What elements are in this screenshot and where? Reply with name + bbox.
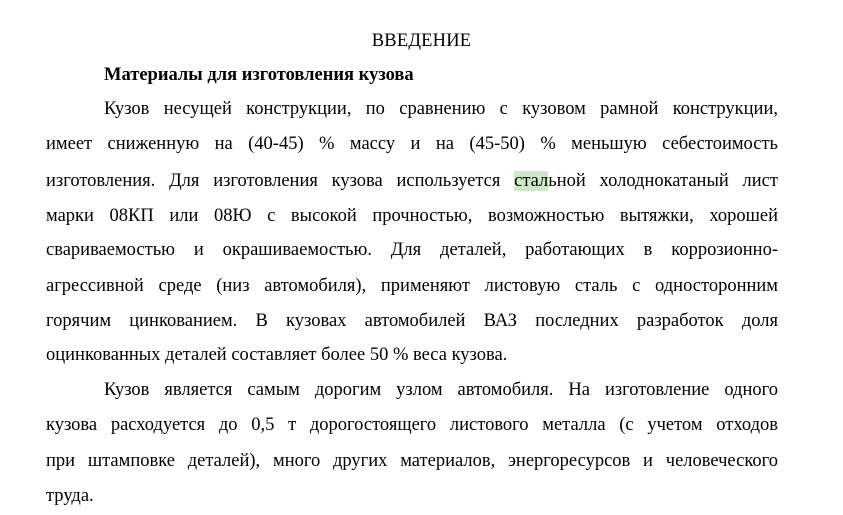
paragraph-1-line-5: свариваемостью и окрашиваемостью. Для деталей, работающих в коррозионно- xyxy=(46,240,778,260)
paragraph-1-line-7: горячим цинкованием. В кузовах автомобилей ВАЗ последних разработок доля xyxy=(46,311,778,331)
highlighted-word[interactable]: стал xyxy=(514,171,549,191)
paragraph-1-line-4: марки 08КП или 08Ю с высокой прочностью, возможностью вытяжки, хорошей xyxy=(46,206,778,226)
paragraph-1-line-3-text: изготовления. Для изготовления кузова используется xyxy=(46,171,515,191)
paragraph-2-line-1: Кузов является самым дорогим узлом автомобиля. На изготовление одного xyxy=(104,380,778,400)
paragraph-2-line-2: кузова расходуется до 0,5 т дорогостоящего листового металла (с учетом отходов xyxy=(46,415,778,435)
paragraph-1-line-6: агрессивной среде (низ автомобиля), применяют листовую сталь с односторонним xyxy=(46,276,778,296)
paragraph-2-line-4: труда. xyxy=(46,486,94,506)
paragraph-1-line-3 xyxy=(46,169,778,193)
paragraph-1-line-2: имеет сниженную на (40-45) % массу и на (45-50) % меньшую себестоимость xyxy=(46,134,778,154)
paragraph-1-line-1: Кузов несущей конструкции, по сравнению с кузовом рамной конструкции, xyxy=(104,99,778,119)
paragraph-1-line-3-tail: ьной холоднокатаный лист xyxy=(548,171,778,191)
paragraph-2-line-3: при штамповке деталей), много других материалов, энергоресурсов и человеческого xyxy=(46,451,778,471)
section-title: Материалы для изготовления кузова xyxy=(104,65,414,85)
document-heading: ВВЕДЕНИЕ xyxy=(371,31,472,51)
paragraph-1-line-8: оцинкованных деталей составляет более 50 % веса кузова. xyxy=(46,345,508,365)
